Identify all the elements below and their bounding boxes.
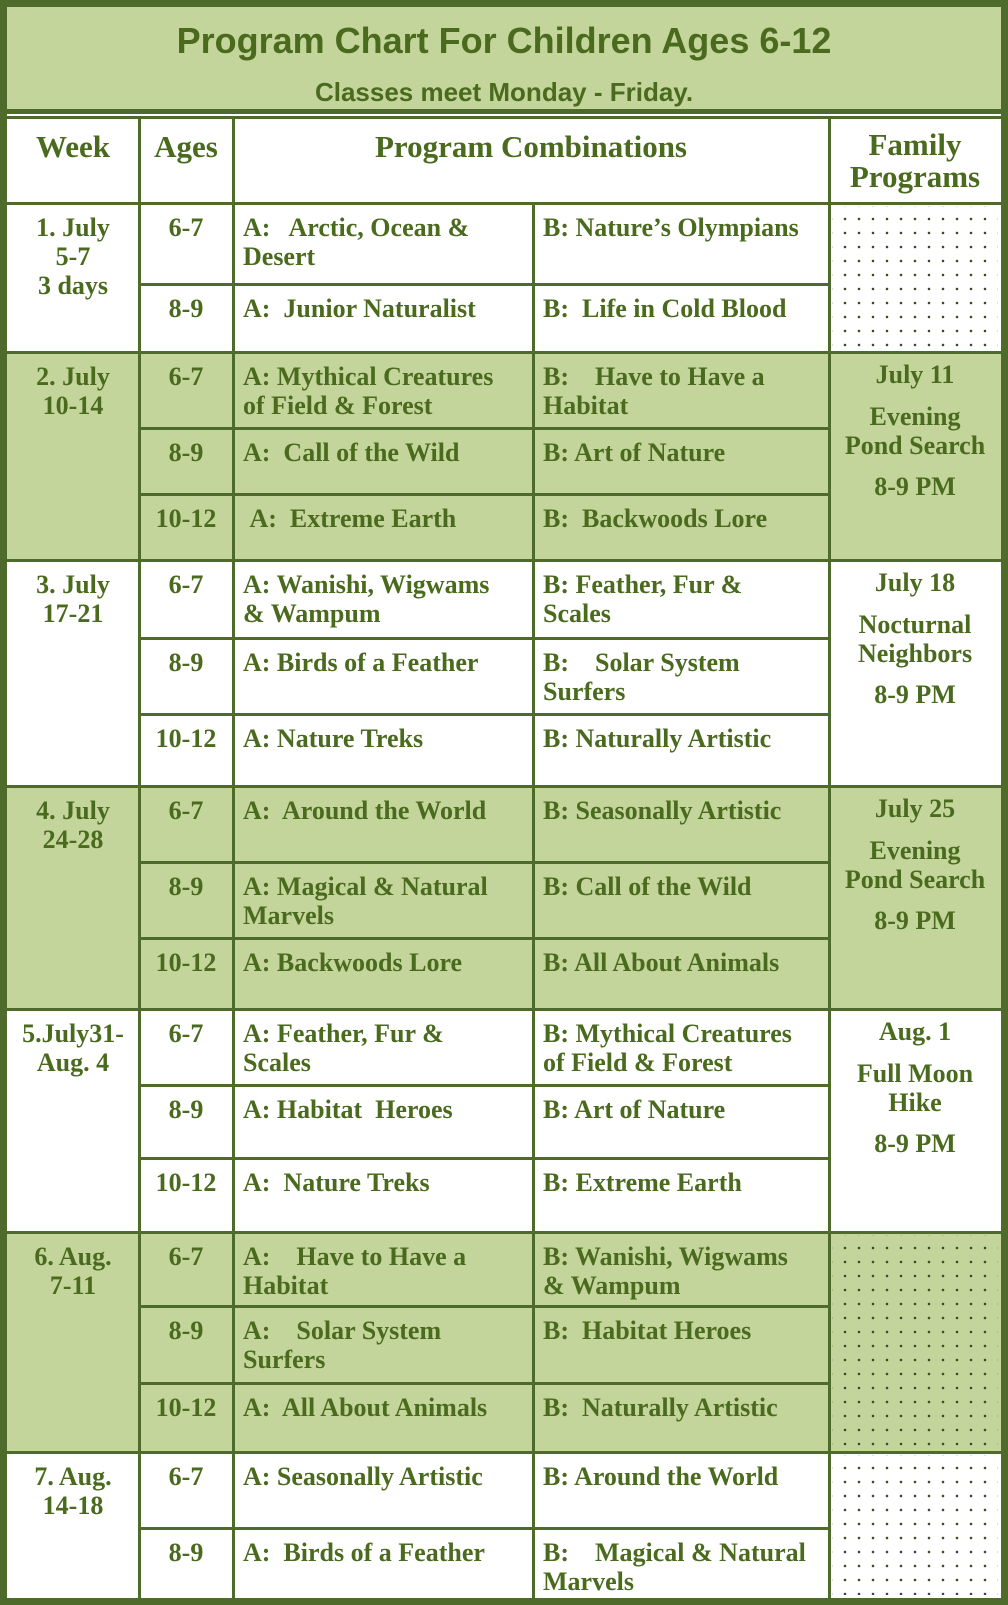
- program-a: A: Habitat Heroes: [243, 1095, 453, 1124]
- age-range: 10-12: [155, 1393, 217, 1422]
- column-rule: [532, 203, 535, 1598]
- program-a: A: Birds of a Feather: [243, 648, 479, 677]
- header-top-rule: [7, 116, 1001, 119]
- program-a: A: Birds of a Feather: [243, 1538, 485, 1567]
- row-rule: [139, 713, 829, 716]
- week-rule: [7, 351, 1001, 354]
- program-a: A: Arctic, Ocean & Desert: [243, 213, 470, 271]
- program-a: A: Nature Treks: [243, 1168, 430, 1197]
- column-rule: [138, 119, 141, 1598]
- program-a: A: Solar System Surfers: [243, 1316, 442, 1374]
- program-a: A: Junior Naturalist: [243, 294, 476, 323]
- program-a: A: Extreme Earth: [243, 504, 457, 533]
- program-a: A: Nature Treks: [243, 724, 424, 753]
- program-b: B: Feather, Fur & Scales: [543, 570, 743, 628]
- week-label: 2. July 10-14: [36, 362, 110, 420]
- dotted-empty-cell: [832, 1235, 998, 1449]
- row-rule: [139, 283, 829, 286]
- program-b: B: Naturally Artistic: [543, 1393, 778, 1422]
- header-bottom-rule: [7, 202, 1001, 205]
- row-rule: [139, 1084, 829, 1087]
- row-rule: [139, 1382, 829, 1385]
- family-program-date: Aug. 1: [878, 1017, 952, 1046]
- program-b: B: Habitat Heroes: [543, 1316, 752, 1345]
- age-range: 6-7: [168, 1019, 204, 1048]
- family-program-time: 8-9 PM: [874, 472, 956, 501]
- week-label: 5.July31- Aug. 4: [22, 1019, 124, 1077]
- week-label: 7. Aug. 14-18: [34, 1462, 112, 1520]
- program-b: B: Art of Nature: [543, 1095, 726, 1124]
- week-label: 1. July 5-7 3 days: [36, 213, 110, 300]
- row-rule: [139, 493, 829, 496]
- program-b: B: Wanishi, Wigwams & Wampum: [543, 1242, 788, 1300]
- program-b: B: Art of Nature: [543, 438, 726, 467]
- family-program-name: Nocturnal Neighbors: [857, 610, 973, 668]
- family-program-date: July 18: [874, 568, 956, 597]
- program-b: B: Nature’s Olympians: [543, 213, 799, 242]
- age-range: 10-12: [155, 504, 217, 533]
- row-rule: [139, 937, 829, 940]
- program-a: A: Feather, Fur & Scales: [243, 1019, 444, 1077]
- week-rule: [7, 1231, 1001, 1234]
- program-b: B: Mythical Creatures of Field & Forest: [543, 1019, 792, 1077]
- family-program-date: July 25: [874, 794, 956, 823]
- family-program-name: Evening Pond Search: [844, 836, 986, 894]
- age-range: 8-9: [168, 1316, 204, 1345]
- program-a: A: Have to Have a Habitat: [243, 1242, 467, 1300]
- family-program-name: Evening Pond Search: [844, 402, 986, 460]
- program-b: B: Magical & Natural Marvels: [543, 1538, 806, 1596]
- row-rule: [139, 637, 829, 640]
- age-range: 6-7: [168, 570, 204, 599]
- family-program-time: 8-9 PM: [874, 680, 956, 709]
- age-range: 6-7: [168, 1462, 204, 1491]
- program-b: B: Life in Cold Blood: [543, 294, 787, 323]
- dotted-empty-cell: [832, 1455, 998, 1595]
- row-rule: [139, 1527, 829, 1530]
- age-range: 10-12: [155, 724, 217, 753]
- program-a: A: Wanishi, Wigwams & Wampum: [243, 570, 490, 628]
- program-b: B: Backwoods Lore: [543, 504, 768, 533]
- family-program-time: 8-9 PM: [874, 906, 956, 935]
- page-subtitle: Classes meet Monday - Friday.: [314, 77, 694, 107]
- column-rule: [232, 119, 235, 1598]
- week-rule: [7, 559, 1001, 562]
- age-range: 8-9: [168, 648, 204, 677]
- column-rule: [828, 119, 831, 1598]
- age-range: 8-9: [168, 1538, 204, 1567]
- week-rule: [7, 1008, 1001, 1011]
- row-rule: [139, 427, 829, 430]
- family-program-name: Full Moon Hike: [856, 1059, 974, 1117]
- week-rule: [7, 785, 1001, 788]
- program-b: B: Call of the Wild: [543, 872, 752, 901]
- age-range: 6-7: [168, 1242, 204, 1271]
- row-rule: [139, 861, 829, 864]
- program-b: B: Naturally Artistic: [543, 724, 772, 753]
- program-b: B: Extreme Earth: [543, 1168, 742, 1197]
- age-range: 6-7: [168, 213, 204, 242]
- age-range: 8-9: [168, 294, 204, 323]
- row-rule: [139, 1157, 829, 1160]
- program-b: B: Around the World: [543, 1462, 779, 1491]
- week-label: 6. Aug. 7-11: [34, 1242, 112, 1300]
- age-range: 8-9: [168, 1095, 204, 1124]
- family-program-time: 8-9 PM: [874, 1129, 956, 1158]
- program-b: B: All About Animals: [543, 948, 780, 977]
- age-range: 10-12: [155, 948, 217, 977]
- header-programs: Program Combinations: [374, 129, 687, 164]
- program-a: A: Magical & Natural Marvels: [243, 872, 488, 930]
- program-a: A: All About Animals: [243, 1393, 488, 1422]
- dotted-empty-cell: [832, 206, 998, 349]
- program-a: A: Around the World: [243, 796, 487, 825]
- week-label: 4. July 24-28: [36, 796, 110, 854]
- age-range: 8-9: [168, 438, 204, 467]
- age-range: 6-7: [168, 796, 204, 825]
- header-family: Family Programs: [849, 127, 981, 194]
- program-b: B: Solar System Surfers: [543, 648, 740, 706]
- age-range: 10-12: [155, 1168, 217, 1197]
- row-rule: [139, 1305, 829, 1308]
- program-a: A: Backwoods Lore: [243, 948, 463, 977]
- week-rule: [7, 1451, 1001, 1454]
- week-label: 3. July 17-21: [36, 570, 110, 628]
- program-b: B: Have to Have a Habitat: [543, 362, 765, 420]
- age-range: 6-7: [168, 362, 204, 391]
- program-a: A: Call of the Wild: [243, 438, 460, 467]
- program-a: A: Seasonally Artistic: [243, 1462, 483, 1491]
- header-week: Week: [35, 129, 111, 164]
- age-range: 8-9: [168, 872, 204, 901]
- program-b: B: Seasonally Artistic: [543, 796, 782, 825]
- page-title: Program Chart For Children Ages 6-12: [176, 20, 832, 61]
- program-a: A: Mythical Creatures of Field & Forest: [243, 362, 494, 420]
- header-ages: Ages: [154, 129, 218, 164]
- family-program-date: July 11: [875, 360, 955, 389]
